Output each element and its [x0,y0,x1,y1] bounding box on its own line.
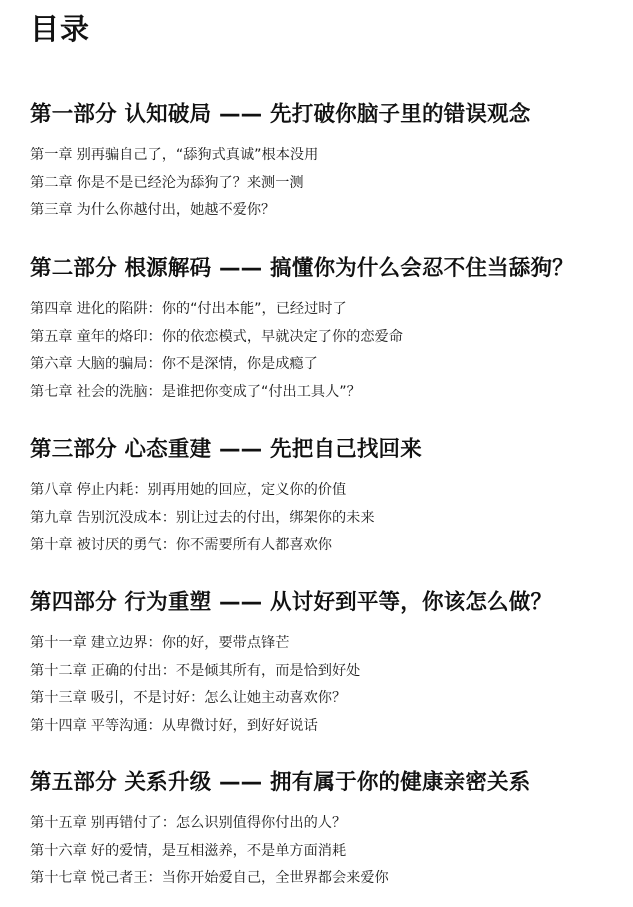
chapter-number: 第七章 [30,383,73,400]
chapter-item [30,355,630,373]
part-heading: 第一部分 认知破局 —— 先打破你脑子里的错误观念 [30,102,531,127]
chapter-item [30,174,630,192]
chapter-number: 第六章 [30,356,73,372]
chapter-item [30,481,630,499]
chapter-number: 第十章 [30,537,73,553]
chapter-title: 你是不是已经沦为舔狗了？来测一测 [76,174,304,191]
chapter-number: 第二章 [30,174,73,191]
chapter-item [30,717,630,735]
chapter-list [30,634,630,735]
chapter-item [30,662,630,680]
part-1 [30,100,630,229]
chapter-item [30,300,630,318]
part-4 [30,588,630,744]
chapter-number: 第十一章 [30,635,87,651]
chapter-item [30,383,630,401]
part-heading: 第三部分 心态重建 —— 先把自己找回来 [30,437,422,462]
chapter-number: 第九章 [30,509,73,526]
chapter-number: 第一章 [30,147,73,163]
chapter-number: 第十六章 [30,842,87,859]
chapter-title: 别再错付了：怎么识别值得你付出的人？ [90,815,347,831]
chapter-list [30,481,630,554]
chapter-number: 第十二章 [30,662,87,679]
chapter-item [30,509,630,527]
part-heading: 第五部分 关系升级 —— 拥有属于你的健康亲密关系 [30,770,531,795]
chapter-number: 第十七章 [30,870,87,886]
part-heading: 第二部分 根源解码 —— 搞懂你为什么会忍不住当舔狗？ [30,256,574,281]
part-3 [30,435,630,564]
chapter-number: 第四章 [30,301,73,317]
chapter-item [30,328,630,346]
chapter-number: 第十三章 [30,690,87,706]
chapter-list [30,146,630,219]
part-2 [30,254,630,410]
chapter-number: 第十四章 [30,717,87,734]
chapter-title: 建立边界：你的好，要带点锋芒 [90,635,290,651]
chapter-number: 第五章 [30,328,73,345]
chapter-title: 好的爱情，是互相滋养，不是单方面消耗 [90,842,347,859]
chapter-title: 童年的烙印：你的依恋模式，早就决定了你的恋爱命 [76,328,403,345]
chapter-number: 第三章 [30,202,73,218]
chapter-number: 第十五章 [30,815,87,831]
chapter-title: 吸引，不是讨好：怎么让她主动喜欢你？ [90,690,347,706]
chapter-item [30,689,630,707]
chapter-number: 第八章 [30,482,73,498]
chapter-title: 为什么你越付出，她越不爱你？ [76,202,276,218]
chapter-list [30,814,630,887]
chapter-item [30,814,630,832]
chapter-title: 悦己者王：当你开始爱自己，全世界都会来爱你 [90,870,389,886]
chapter-title: 社会的洗脑：是谁把你变成了“付出工具人”？ [76,383,361,400]
chapter-title: 平等沟通：从卑微讨好，到好好说话 [90,717,318,734]
chapter-item [30,842,630,860]
part-heading: 第四部分 行为重塑 —— 从讨好到平等，你该怎么做？ [30,590,553,615]
chapter-title: 停止内耗：别再用她的回应，定义你的价值 [76,482,347,498]
chapter-title: 别再骗自己了，“舔狗式真诚”根本没用 [76,147,319,163]
chapter-item [30,146,630,164]
chapter-title: 告别沉没成本：别让过去的付出，绑架你的未来 [76,509,375,526]
chapter-item [30,869,630,887]
chapter-item [30,201,630,219]
chapter-title: 被讨厌的勇气：你不需要所有人都喜欢你 [76,537,332,553]
chapter-item [30,536,630,554]
chapter-title: 进化的陷阱：你的“付出本能”，已经过时了 [76,301,347,317]
chapter-item [30,634,630,652]
part-5 [30,768,630,897]
page-title: 目录 [30,12,91,46]
chapter-title: 正确的付出：不是倾其所有，而是恰到好处 [90,662,361,679]
chapter-title: 大脑的骗局：你不是深情，你是成瘾了 [76,356,318,372]
chapter-list [30,300,630,401]
